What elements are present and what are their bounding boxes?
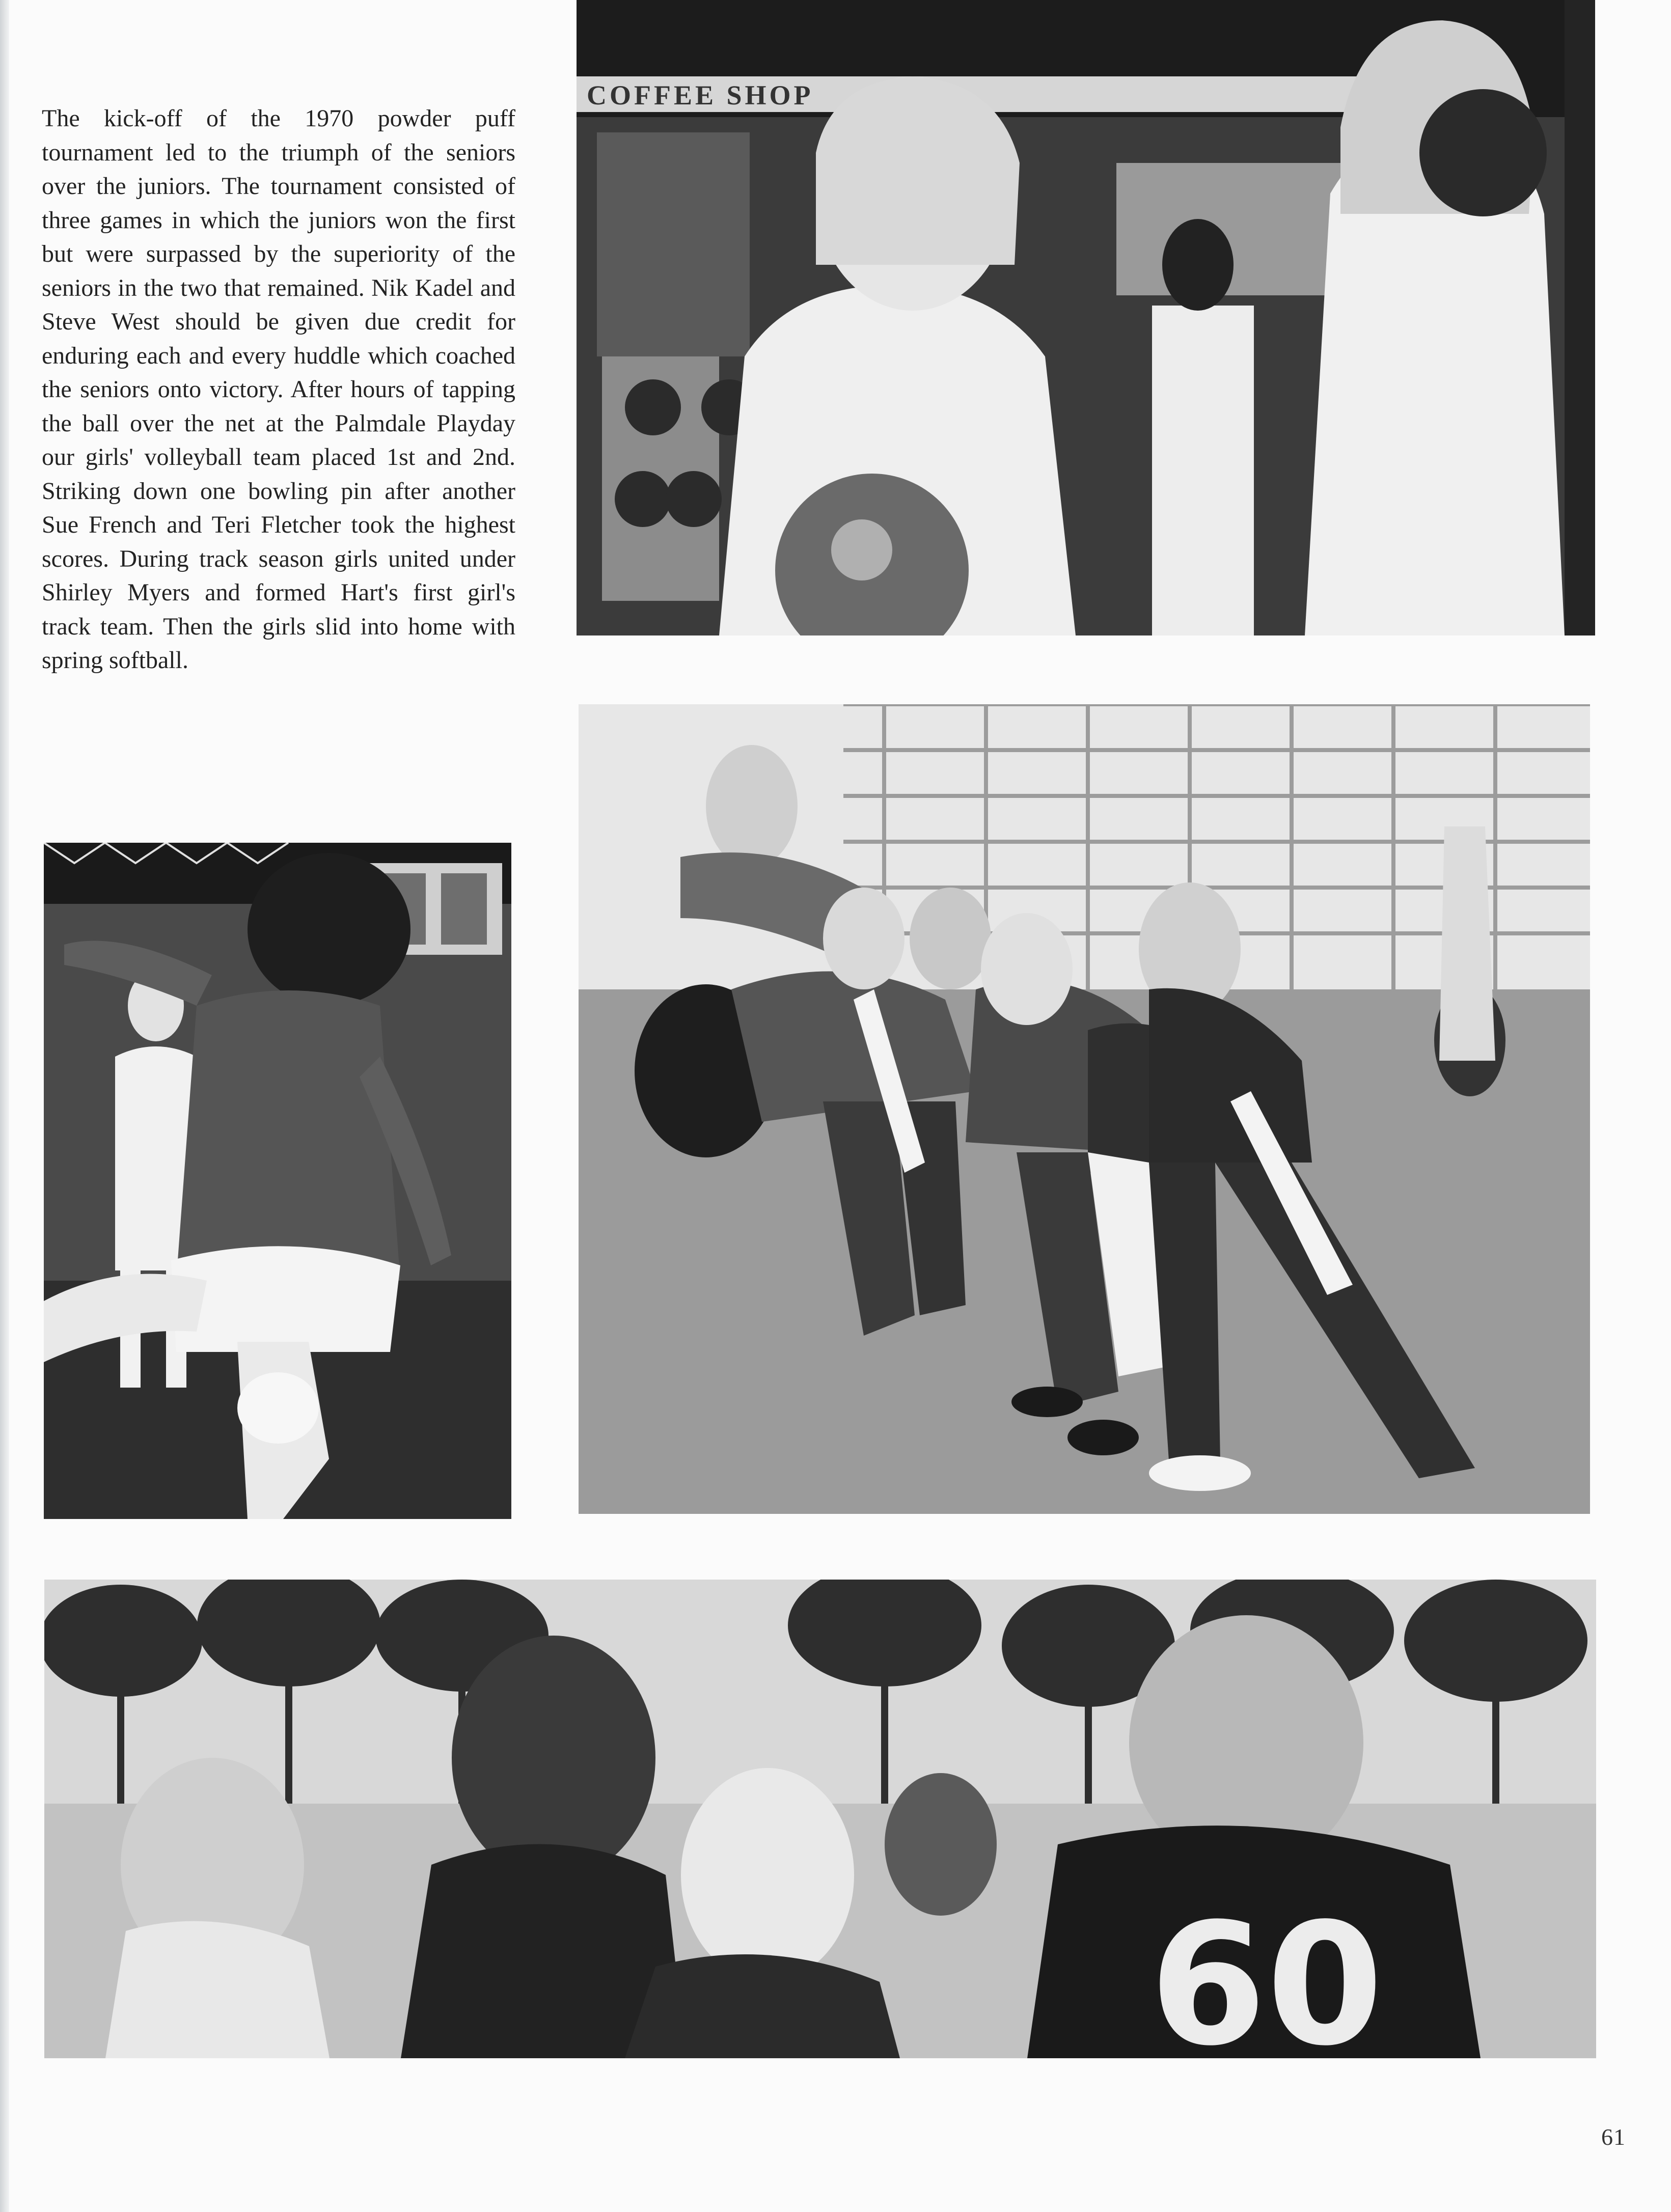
flag-football-line-photo (579, 704, 1590, 1514)
huddle-photo (44, 1580, 1596, 2058)
volleyball-photo (44, 843, 511, 1519)
page-number: 61 (1601, 2124, 1626, 2150)
jersey-number: 60 (1149, 1887, 1384, 2058)
page-binding-edge (0, 0, 9, 2212)
body-text: The kick-off of the 1970 powder puff tournament led to the triumph of the seniors over the juniors. The tournament consisted of three games in which the juniors won the first but were surpassed by the superiority of the seniors in the two that remained. Nik Kadel and Steve West should be given due credit for enduring each and every huddle which coached the seniors onto victory. After hours of tapping the ball over the net at the Palmdale Playday our girls' volleyball team placed 1st and 2nd. Striking down one bowling pin after another Sue French and Teri Fletcher took the highest scores. During track season girls united under Shirley Myers and formed Hart's first girl's track team. Then the girls slid into home with spring softball. (42, 105, 515, 674)
bowling-photo (577, 0, 1595, 635)
coffee-shop-sign: COFFEE SHOP (587, 80, 814, 110)
